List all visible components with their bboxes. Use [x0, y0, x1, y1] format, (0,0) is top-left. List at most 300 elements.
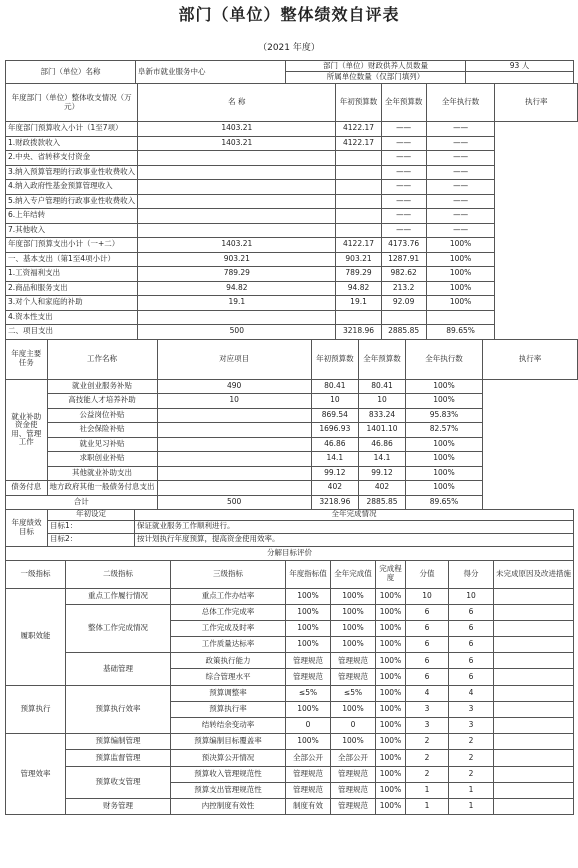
eval-l2: 基础管理 [66, 653, 171, 685]
eval-l3: 预算支出管理规范性 [171, 782, 286, 798]
funds-row-c4: 100% [426, 281, 495, 296]
funds-row-c3: —— [381, 180, 426, 195]
funds-row [6, 223, 578, 238]
funds-row-c1 [138, 310, 336, 325]
funds-row-name: 年度部门预算收入小计（1至7项） [6, 122, 138, 137]
eval-target: 制度有效 [286, 798, 331, 814]
eval-reason [494, 701, 574, 717]
eval-row [6, 766, 574, 782]
eval-got: 2 [449, 750, 494, 766]
eval-actual: ≤5% [331, 685, 376, 701]
year-label: （2021 年度） [258, 43, 320, 53]
task-row [6, 481, 578, 496]
tasks-head-c3: 全年执行数 [406, 339, 483, 379]
task-row [6, 423, 578, 438]
eval-actual: 0 [331, 718, 376, 734]
funds-row [6, 180, 578, 195]
funds-row-c2: 4122.17 [336, 136, 381, 151]
eval-reason [494, 734, 574, 750]
funds-row-c3: 4173.76 [381, 238, 426, 253]
task-total-c1: 500 [157, 495, 311, 509]
eval-l3: 总体工作完成率 [171, 604, 286, 620]
tasks-head-c4: 执行率 [482, 339, 577, 379]
task-c2: 99.12 [311, 466, 358, 481]
funds-row-name: 3.对个人和家庭的补助 [6, 296, 138, 311]
task-item: 其他就业补助支出 [47, 466, 157, 481]
task-c1: 490 [157, 379, 311, 394]
eval-actual: 100% [331, 637, 376, 653]
eval-score: 4 [406, 685, 449, 701]
funds-row-c4: —— [426, 165, 495, 180]
eval-reason [494, 620, 574, 636]
eval-rate: 100% [376, 766, 406, 782]
eval-actual: 100% [331, 604, 376, 620]
task-c2: 10 [311, 394, 358, 409]
funds-row-c1: 94.82 [138, 281, 336, 296]
eval-got: 3 [449, 701, 494, 717]
task-c1 [157, 423, 311, 438]
eval-head-got: 得分 [449, 560, 494, 588]
eval-rate: 100% [376, 588, 406, 604]
eval-target: 全部公开 [286, 750, 331, 766]
eval-score: 10 [406, 588, 449, 604]
funds-row-c1 [138, 165, 336, 180]
funds-row-name: 4.资本性支出 [6, 310, 138, 325]
task-c2: 869.54 [311, 408, 358, 423]
funds-row [6, 310, 578, 325]
eval-l3: 工作完成及时率 [171, 620, 286, 636]
eval-rate: 100% [376, 620, 406, 636]
funds-row-c4 [426, 310, 495, 325]
funds-head-c1: 年初预算数 [336, 84, 381, 122]
task-c2: 402 [311, 481, 358, 496]
funds-row-c1: 789.29 [138, 267, 336, 282]
funds-row-c3: —— [381, 194, 426, 209]
funds-row [6, 325, 578, 340]
eval-l3: 重点工作办结率 [171, 588, 286, 604]
eval-target: ≤5% [286, 685, 331, 701]
task-item: 求职创业补贴 [47, 452, 157, 467]
funds-row [6, 151, 578, 166]
eval-rate: 100% [376, 798, 406, 814]
task-row [6, 394, 578, 409]
eval-rate: 100% [376, 685, 406, 701]
funds-row-c2 [336, 194, 381, 209]
funds-row-c4: —— [426, 136, 495, 151]
eval-head-l1: 一级指标 [6, 560, 66, 588]
eval-row [6, 750, 574, 766]
task-c4: 100% [406, 452, 483, 467]
task-c4: 82.57% [406, 423, 483, 438]
eval-rate: 100% [376, 734, 406, 750]
eval-score: 2 [406, 734, 449, 750]
eval-got: 4 [449, 685, 494, 701]
eval-score: 6 [406, 604, 449, 620]
task-c2: 1696.93 [311, 423, 358, 438]
unit-name-label: 部门（单位）名称 [6, 61, 136, 84]
task-total-c4: 89.65% [406, 495, 483, 509]
task-total-label: 合计 [6, 495, 158, 509]
eval-got: 6 [449, 653, 494, 669]
eval-reason [494, 637, 574, 653]
goals-head2: 全年完成情况 [135, 509, 574, 520]
eval-got: 3 [449, 718, 494, 734]
sub-unit-label: 所属单位数量（仅部门填列） [286, 72, 466, 84]
eval-l3: 预算收入管理规范性 [171, 766, 286, 782]
task-c2: 14.1 [311, 452, 358, 467]
eval-actual: 管理规范 [331, 766, 376, 782]
unit-info-table [5, 60, 574, 84]
eval-score: 3 [406, 701, 449, 717]
eval-actual: 100% [331, 588, 376, 604]
eval-table [5, 546, 574, 816]
tasks-head-item: 对应项目 [157, 339, 311, 379]
eval-target: 管理规范 [286, 782, 331, 798]
task-c2: 46.86 [311, 437, 358, 452]
eval-l3: 结转结余变动率 [171, 718, 286, 734]
eval-head-actual: 全年完成值 [331, 560, 376, 588]
eval-row [6, 798, 574, 814]
staff-label: 部门（单位）财政供养人员数量 [286, 61, 466, 72]
task-c3: 46.86 [358, 437, 405, 452]
tasks-head-c2: 全年预算数 [358, 339, 405, 379]
funds-row [6, 165, 578, 180]
eval-target: 100% [286, 734, 331, 750]
funds-head-c3: 全年执行数 [426, 84, 495, 122]
eval-reason [494, 588, 574, 604]
eval-reason [494, 718, 574, 734]
eval-reason [494, 782, 574, 798]
eval-l2: 重点工作履行情况 [66, 588, 171, 604]
eval-row [6, 685, 574, 701]
eval-head-reason: 未完成原因及改进措施 [494, 560, 574, 588]
funds-row-c4: —— [426, 209, 495, 224]
funds-row-name: 年度部门预算支出小计（一+二） [6, 238, 138, 253]
funds-row-c1 [138, 223, 336, 238]
eval-target: 100% [286, 588, 331, 604]
eval-score: 6 [406, 653, 449, 669]
eval-rate: 100% [376, 669, 406, 685]
eval-reason [494, 798, 574, 814]
eval-head-l3: 三级指标 [171, 560, 286, 588]
eval-l3: 预决算公开情况 [171, 750, 286, 766]
eval-score: 6 [406, 637, 449, 653]
eval-target: 管理规范 [286, 653, 331, 669]
tasks-head-work: 工作名称 [47, 339, 157, 379]
eval-score: 6 [406, 669, 449, 685]
funds-row [6, 281, 578, 296]
eval-row [6, 604, 574, 620]
eval-l1: 履职效能 [6, 588, 66, 685]
eval-score: 3 [406, 718, 449, 734]
eval-target: 100% [286, 604, 331, 620]
task-c3: 80.41 [358, 379, 405, 394]
task-total-row [6, 495, 578, 509]
funds-row-c4: —— [426, 122, 495, 137]
funds-row-c2 [336, 151, 381, 166]
funds-row-c4: —— [426, 194, 495, 209]
task-c1: 10 [157, 394, 311, 409]
funds-row-c3: 213.2 [381, 281, 426, 296]
eval-target: 100% [286, 620, 331, 636]
funds-row-c3: —— [381, 165, 426, 180]
task-row [6, 408, 578, 423]
task-item: 地方政府其他一般债务付息支出 [47, 481, 157, 496]
eval-got: 1 [449, 782, 494, 798]
task-item: 社会保险补贴 [47, 423, 157, 438]
eval-target: 管理规范 [286, 669, 331, 685]
eval-got: 10 [449, 588, 494, 604]
funds-row [6, 267, 578, 282]
task-c1 [157, 437, 311, 452]
funds-row-c3: —— [381, 151, 426, 166]
funds-row-c2 [336, 223, 381, 238]
eval-target: 0 [286, 718, 331, 734]
eval-score: 2 [406, 766, 449, 782]
evaluation-table [5, 60, 578, 815]
eval-score: 2 [406, 750, 449, 766]
eval-reason [494, 604, 574, 620]
funds-row-c1 [138, 194, 336, 209]
funds-row-c3: —— [381, 223, 426, 238]
task-c1 [157, 481, 311, 496]
eval-score: 1 [406, 782, 449, 798]
task-c4: 100% [406, 481, 483, 496]
task-row [6, 379, 578, 394]
eval-l2: 预算监督管理 [66, 750, 171, 766]
goals-head1: 年初设定 [48, 509, 135, 520]
eval-score: 6 [406, 620, 449, 636]
eval-rate: 100% [376, 604, 406, 620]
eval-rate: 100% [376, 653, 406, 669]
funds-head-c4: 执行率 [495, 84, 578, 122]
eval-l2: 整体工作完成情况 [66, 604, 171, 653]
funds-row-c1: 1403.21 [138, 238, 336, 253]
funds-row-c1: 1403.21 [138, 122, 336, 137]
funds-row-c2: 19.1 [336, 296, 381, 311]
task-row [6, 437, 578, 452]
funds-row-c1: 903.21 [138, 252, 336, 267]
eval-actual: 100% [331, 734, 376, 750]
funds-row-c3: 92.09 [381, 296, 426, 311]
funds-row-c2 [336, 165, 381, 180]
goal-label: 目标1： [48, 520, 135, 533]
funds-row-name: 1.财政拨款收入 [6, 136, 138, 151]
eval-actual: 管理规范 [331, 782, 376, 798]
funds-row-c2 [336, 209, 381, 224]
funds-head-c2: 全年预算数 [381, 84, 426, 122]
task-c3: 10 [358, 394, 405, 409]
eval-reason [494, 766, 574, 782]
funds-row [6, 136, 578, 151]
eval-got: 6 [449, 637, 494, 653]
eval-target: 100% [286, 701, 331, 717]
funds-row-c1: 1403.21 [138, 136, 336, 151]
funds-row-name: 2.商品和服务支出 [6, 281, 138, 296]
funds-row-c2: 789.29 [336, 267, 381, 282]
eval-target: 管理规范 [286, 766, 331, 782]
eval-got: 2 [449, 734, 494, 750]
eval-rate: 100% [376, 637, 406, 653]
eval-reason [494, 750, 574, 766]
funds-row-c4: 89.65% [426, 325, 495, 340]
eval-row [6, 653, 574, 669]
task-item: 公益岗位补贴 [47, 408, 157, 423]
eval-rate: 100% [376, 782, 406, 798]
funds-row-c4: —— [426, 223, 495, 238]
funds-row-c3: 1287.91 [381, 252, 426, 267]
funds-row-c2 [336, 180, 381, 195]
funds-row-c4: —— [426, 151, 495, 166]
task-item: 就业见习补贴 [47, 437, 157, 452]
funds-row [6, 194, 578, 209]
funds-row-c1 [138, 180, 336, 195]
task-c4: 95.83% [406, 408, 483, 423]
funds-head-name: 名 称 [138, 84, 336, 122]
task-group-debt: 债务付息 [6, 481, 48, 496]
task-c3: 833.24 [358, 408, 405, 423]
task-row [6, 466, 578, 481]
eval-row [6, 734, 574, 750]
funds-row-c2: 4122.17 [336, 122, 381, 137]
funds-row-c4: 100% [426, 267, 495, 282]
funds-row-c2: 3218.96 [336, 325, 381, 340]
eval-score: 1 [406, 798, 449, 814]
sub-unit-value [466, 72, 574, 84]
task-row [6, 452, 578, 467]
eval-l3: 预算编制目标覆盖率 [171, 734, 286, 750]
eval-l1: 预算执行 [6, 685, 66, 734]
eval-actual: 管理规范 [331, 653, 376, 669]
eval-l1: 管理效率 [6, 734, 66, 815]
eval-got: 6 [449, 620, 494, 636]
task-total-c3: 2885.85 [358, 495, 405, 509]
eval-rate: 100% [376, 718, 406, 734]
funds-row-c2: 4122.17 [336, 238, 381, 253]
funds-row-name: 二、项目支出 [6, 325, 138, 340]
funds-row [6, 122, 578, 137]
funds-row-c3: —— [381, 122, 426, 137]
eval-got: 6 [449, 604, 494, 620]
eval-head-l2: 二级指标 [66, 560, 171, 588]
eval-target: 100% [286, 637, 331, 653]
funds-row-name: 一、基本支出（第1至4项小计） [6, 252, 138, 267]
funds-row-c3 [381, 310, 426, 325]
funds-row-name: 6.上年结转 [6, 209, 138, 224]
eval-l3: 工作质量达标率 [171, 637, 286, 653]
task-total-c2: 3218.96 [311, 495, 358, 509]
eval-l3: 预算调整率 [171, 685, 286, 701]
funds-row-name: 1.工资福利支出 [6, 267, 138, 282]
task-c1 [157, 466, 311, 481]
tasks-side-label: 年度主要任务 [6, 339, 48, 379]
task-c3: 14.1 [358, 452, 405, 467]
tasks-head-c1: 年初预算数 [311, 339, 358, 379]
funds-row-name: 5.纳入专户管理的行政事业性收费收入 [6, 194, 138, 209]
funds-row-name: 4.纳入政府性基金预算管理收入 [6, 180, 138, 195]
funds-row [6, 252, 578, 267]
funds-row-name: 3.纳入预算管理的行政事业性收费收入 [6, 165, 138, 180]
eval-actual: 管理规范 [331, 669, 376, 685]
funds-row-c2: 903.21 [336, 252, 381, 267]
goal-label: 目标2： [48, 533, 135, 546]
funds-row-name: 7.其他收入 [6, 223, 138, 238]
eval-head-score: 分值 [406, 560, 449, 588]
eval-reason [494, 653, 574, 669]
task-c3: 1401.10 [358, 423, 405, 438]
eval-l2: 预算执行效率 [66, 685, 171, 734]
eval-head-target: 年度指标值 [286, 560, 331, 588]
funds-row-c4: 100% [426, 296, 495, 311]
funds-row [6, 296, 578, 311]
task-c4: 100% [406, 394, 483, 409]
task-c4: 100% [406, 437, 483, 452]
funds-row-c1: 19.1 [138, 296, 336, 311]
eval-rate: 100% [376, 701, 406, 717]
eval-l2: 财务管理 [66, 798, 171, 814]
tasks-table [5, 339, 578, 510]
staff-value: 93 人 [466, 61, 574, 72]
task-c1 [157, 452, 311, 467]
eval-actual: 管理规范 [331, 798, 376, 814]
funds-row-c3: —— [381, 136, 426, 151]
eval-head-rate: 完成程度 [376, 560, 406, 588]
eval-got: 1 [449, 798, 494, 814]
funds-row [6, 209, 578, 224]
funds-row-c1 [138, 209, 336, 224]
funds-row-c3: 982.62 [381, 267, 426, 282]
funds-row-c3: —— [381, 209, 426, 224]
task-c1 [157, 408, 311, 423]
eval-got: 6 [449, 669, 494, 685]
funds-row-c4: —— [426, 180, 495, 195]
task-item: 高技能人才培养补助 [47, 394, 157, 409]
task-c2: 80.41 [311, 379, 358, 394]
goal-text: 保证就业服务工作顺利进行。 [135, 520, 574, 533]
goals-table [5, 509, 574, 547]
eval-reason [494, 685, 574, 701]
eval-reason [494, 669, 574, 685]
eval-row [6, 588, 574, 604]
eval-got: 2 [449, 766, 494, 782]
eval-l2: 预算编制管理 [66, 734, 171, 750]
funds-table [5, 83, 578, 340]
page-title: 部门（单位）整体绩效自评表 [178, 5, 400, 24]
funds-row-c3: 2885.85 [381, 325, 426, 340]
funds-row-name: 2.中央、省转移支付资金 [6, 151, 138, 166]
funds-side-label: 年度部门（单位）整体收支情况（万元） [6, 84, 138, 122]
eval-l3: 内控制度有效性 [171, 798, 286, 814]
goal-text: 按计划执行年度预算，提高资金使用效率。 [135, 533, 574, 546]
eval-l3: 综合管理水平 [171, 669, 286, 685]
task-group-work: 就业补助资金使用、管理工作 [6, 379, 48, 481]
funds-row-c4: 100% [426, 238, 495, 253]
funds-row-c2: 94.82 [336, 281, 381, 296]
funds-row-c4: 100% [426, 252, 495, 267]
task-c4: 100% [406, 379, 483, 394]
task-c3: 402 [358, 481, 405, 496]
task-c4: 100% [406, 466, 483, 481]
funds-row-c2 [336, 310, 381, 325]
eval-l2: 预算收支管理 [66, 766, 171, 798]
goals-side-label: 年度绩效目标 [6, 509, 48, 546]
unit-name-value: 阜新市就业服务中心 [136, 61, 286, 84]
task-item: 就业创业服务补贴 [47, 379, 157, 394]
eval-rate: 100% [376, 750, 406, 766]
eval-l3: 预算执行率 [171, 701, 286, 717]
eval-actual: 100% [331, 620, 376, 636]
funds-row-c1: 500 [138, 325, 336, 340]
